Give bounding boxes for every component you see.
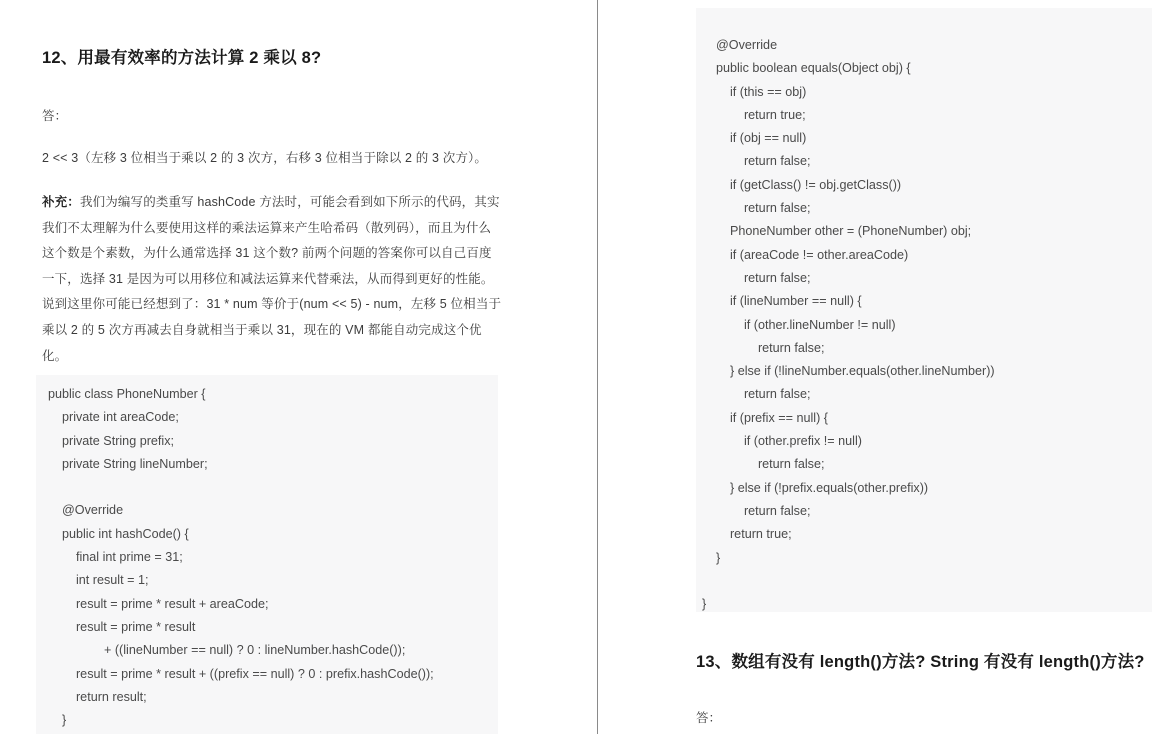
code-line: result = prime * result + ((prefix == null) ? 0 : prefix.hashCode()); bbox=[48, 666, 434, 681]
code-line: return false; bbox=[702, 154, 811, 169]
code-line: } bbox=[702, 550, 721, 565]
code-line: @Override bbox=[48, 503, 124, 518]
code-line: @Override bbox=[702, 38, 778, 52]
code-line: public boolean equals(Object obj) { bbox=[702, 61, 911, 76]
code-line: + ((lineNumber == null) ? 0 : lineNumber.hashCode()); bbox=[48, 643, 406, 658]
code-line: if (this == obj) bbox=[702, 84, 807, 99]
code-line: return false; bbox=[702, 201, 811, 216]
code-line bbox=[42, 476, 498, 499]
code-line: PhoneNumber other = (PhoneNumber) obj; bbox=[702, 224, 972, 239]
answer-text-12: 2 << 3（左移 3 位相当于乘以 2 的 3 次方，右移 3 位相当于除以 2 的 3 次方）。 bbox=[42, 151, 488, 165]
code-line: if (getClass() != obj.getClass()) bbox=[702, 177, 902, 192]
code-line: } else if (!prefix.equals(other.prefix)) bbox=[702, 480, 929, 495]
code-line: private String prefix; bbox=[48, 433, 174, 448]
code-line bbox=[696, 570, 1152, 593]
code-line: if (other.prefix != null) bbox=[702, 434, 862, 449]
code-line: return false; bbox=[702, 270, 811, 285]
code-line: return false; bbox=[702, 387, 811, 402]
supplement-prefix: 补充： bbox=[42, 195, 80, 209]
code-line: return false; bbox=[702, 503, 811, 518]
code-line: if (obj == null) bbox=[702, 131, 807, 146]
code-line: public int hashCode() { bbox=[48, 526, 189, 541]
code-line: public class PhoneNumber { bbox=[48, 387, 206, 401]
code-line: private String lineNumber; bbox=[48, 456, 208, 471]
code-line: return true; bbox=[702, 107, 806, 122]
code-line: private int areaCode; bbox=[48, 410, 179, 425]
right-page bbox=[599, 0, 1171, 734]
code-line: return true; bbox=[702, 527, 792, 542]
code-line: return result; bbox=[48, 689, 147, 704]
page-title-question-13: 13、数组有没有 length()方法? String 有没有 length()方法? bbox=[696, 653, 1145, 671]
code-line: if (other.lineNumber != null) bbox=[702, 317, 896, 332]
code-line: if (lineNumber == null) { bbox=[702, 294, 862, 309]
supplement-paragraph-12 bbox=[42, 190, 503, 369]
supplement-body: 我们为编写的类重写 hashCode 方法时，可能会看到如下所示的代码，其实我们不太理解为什么要使用这样的乘法运算来产生哈希码（散列码），而且为什么这个数是个素数，为什么通常选择 31 这个数? 前两个问题的答案你可以自己百度一下，选择 31 是因为可以用移位和减法运算来代替乘法，从而得到更好的性能。说到这里你可能已经想到了：31 * num 等价于(num << 5) - num，左移 5 位相当于乘以 2 的 5 次方再减去自身就相当于乘以 31，现在的 VM 都能自动完成这个优化。 bbox=[42, 195, 502, 363]
page-title-question-12: 12、用最有效率的方法计算 2 乘以 8? bbox=[42, 49, 322, 67]
code-line: return false; bbox=[702, 340, 825, 355]
code-line: int result = 1; bbox=[48, 573, 149, 588]
code-line: if (areaCode != other.areaCode) bbox=[702, 247, 909, 262]
code-line: } else if (!lineNumber.equals(other.lineNumber)) bbox=[702, 364, 995, 379]
code-block-hashcode bbox=[36, 375, 498, 734]
code-line: if (prefix == null) { bbox=[702, 410, 828, 425]
answer-label-12: 答： bbox=[42, 109, 68, 123]
answer-label-13: 答： bbox=[696, 711, 722, 725]
code-line: result = prime * result + areaCode; bbox=[48, 596, 269, 611]
code-line: return false; bbox=[702, 457, 825, 472]
code-line: final int prime = 31; bbox=[48, 550, 183, 565]
code-block-equals bbox=[696, 8, 1152, 612]
code-line: result = prime * result bbox=[48, 619, 196, 634]
page-divider bbox=[597, 0, 598, 734]
code-line: } bbox=[702, 597, 707, 612]
code-line: } bbox=[48, 713, 67, 728]
